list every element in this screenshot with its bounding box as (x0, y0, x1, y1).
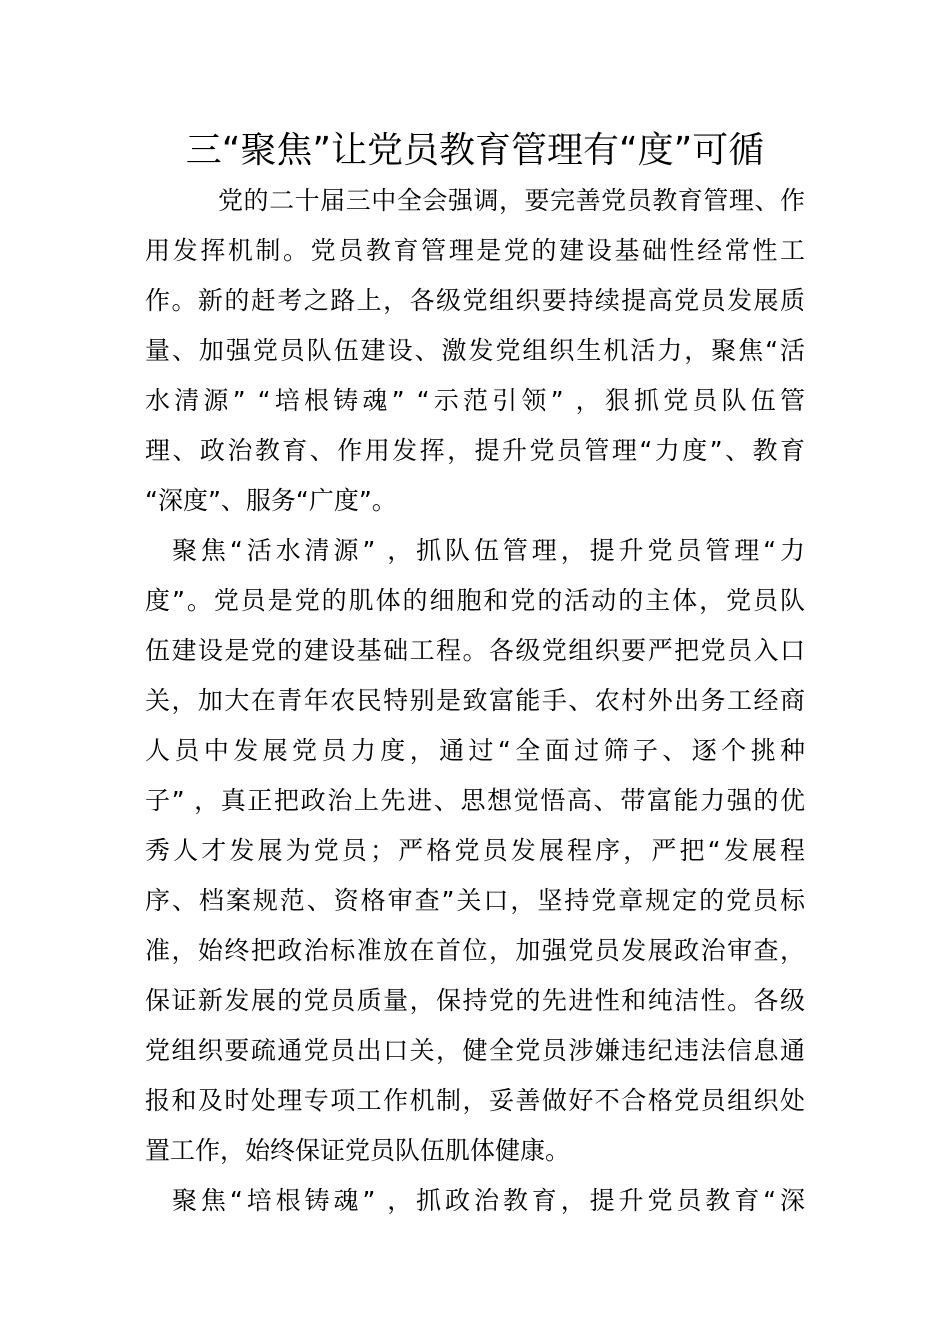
paragraph-2-line-8: 序、档案规范、资格审查”关口，坚持党章规定的党员标 (145, 886, 805, 915)
paragraph-2-line-4: 关，加大在青年农民特别是致富能手、农村外出务工经商 (145, 686, 805, 715)
paragraph-2-line-6: 子” ，真正把政治上先进、思想觉悟高、带富能力强的优 (145, 786, 805, 815)
page-title: 三“聚焦”让党员教育管理有“度”可循 (185, 130, 765, 171)
paragraph-2-line-3: 伍建设是党的建设基础工程。各级党组织要严把党员入口 (145, 636, 805, 665)
paragraph-1-line-5: 水清源” “培根铸魂” “示范引领” ，狠抓党员队伍管 (145, 386, 805, 415)
paragraph-1-line-2: 用发挥机制。党员教育管理是党的建设基础性经常性工 (145, 236, 805, 265)
paragraph-1-line-1: 党的二十届三中全会强调，要完善党员教育管理、作 (218, 186, 805, 215)
paragraph-2-line-7: 秀人才发展为党员；严格党员发展程序，严把“发展程 (145, 836, 805, 865)
paragraph-3-line-1: 聚焦“培根铸魂” ，抓政治教育，提升党员教育“深 (172, 1186, 805, 1215)
paragraph-2-line-10: 保证新发展的党员质量，保持党的先进性和纯洁性。各级 (145, 986, 805, 1015)
paragraph-2-line-2: 度”。党员是党的肌体的细胞和党的活动的主体，党员队 (145, 586, 805, 615)
paragraph-1-line-4: 量、加强党员队伍建设、激发党组织生机活力，聚焦“活 (145, 336, 805, 365)
paragraph-2-line-5: 人员中发展党员力度，通过“全面过筛子、逐个挑种 (145, 736, 805, 765)
paragraph-2-line-12: 报和及时处理专项工作机制，妥善做好不合格党员组织处 (145, 1086, 805, 1115)
paragraph-2-line-9: 准，始终把政治标准放在首位，加强党员发展政治审查， (145, 936, 805, 965)
paragraph-1-line-3: 作。新的赶考之路上，各级党组织要持续提高党员发展质 (145, 286, 805, 315)
paragraph-1-line-7: “深度”、服务“广度”。 (145, 486, 397, 515)
paragraph-2-line-11: 党组织要疏通党员出口关，健全党员涉嫌违纪违法信息通 (145, 1036, 805, 1065)
paragraph-2-line-1: 聚焦“活水清源” ，抓队伍管理，提升党员管理“力 (172, 536, 805, 565)
paragraph-2-line-13: 置工作，始终保证党员队伍肌体健康。 (145, 1136, 571, 1165)
paragraph-1-line-6: 理、政治教育、作用发挥，提升党员管理“力度”、教育 (145, 436, 805, 465)
